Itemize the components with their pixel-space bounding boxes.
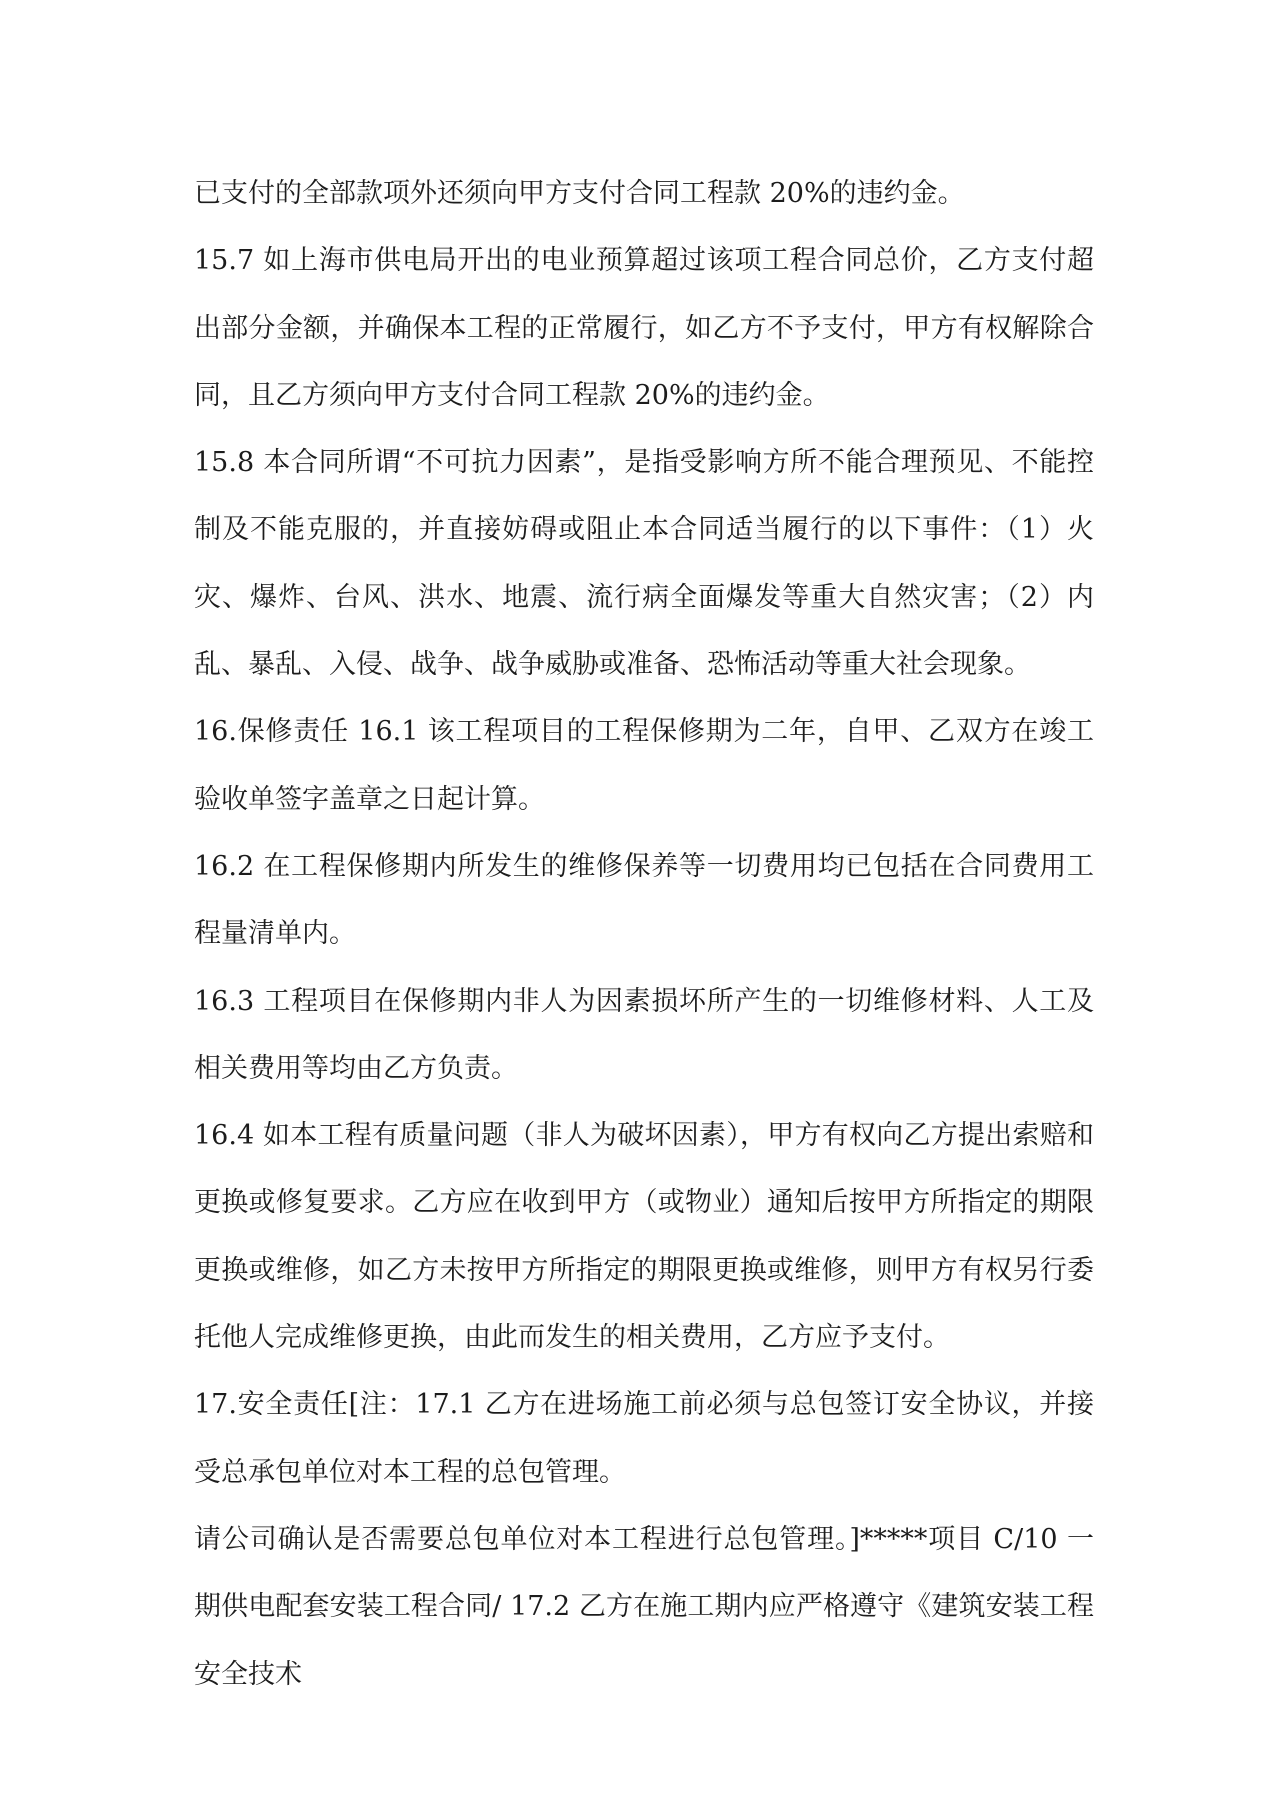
paragraph-penalty-continuation: 已支付的全部款项外还须向甲方支付合同工程款 20%的违约金。 (194, 178, 965, 209)
paragraph-clause-17-1: 17.安全责任[注：17.1 乙方在进场施工前必须与总包签订安全协议，并接受总承包单位对本工程的总包管理。 (194, 1389, 1094, 1488)
document-body (194, 160, 1094, 1708)
paragraph-clause-15-7: 15.7 如上海市供电局开出的电业预算超过该项工程合同总价，乙方支付超出部分金额，并确保本工程的正常履行，如乙方不予支付，甲方有权解除合同，且乙方须向甲方支付合同工程款 20%的违约金。 (194, 245, 1094, 411)
paragraph-clause-16-4: 16.4 如本工程有质量问题（非人为破坏因素），甲方有权向乙方提出索赔和更换或修复要求。乙方应在收到甲方（或物业）通知后按甲方所指定的期限更换或维修，如乙方未按甲方所指定的期限更换或维修，则甲方有权另行委托他人完成维修更换，由此而发生的相关费用，乙方应予支付。 (194, 1120, 1094, 1354)
paragraph-clause-15-8: 15.8 本合同所谓“不可抗力因素”，是指受影响方所不能合理预见、不能控制及不能克服的，并直接妨碍或阻止本合同适当履行的以下事件：（1）火灾、爆炸、台风、洪水、地震、流行病全面爆发等重大自然灾害；（2）内乱、暴乱、入侵、战争、战争威胁或准备、恐怖活动等重大社会现象。 (194, 447, 1094, 681)
paragraph-clause-16-2: 16.2 在工程保修期内所发生的维修保养等一切费用均已包括在合同费用工程量清单内。 (194, 850, 1094, 950)
paragraph-clause-17-2: 请公司确认是否需要总包单位对本工程进行总包管理。]*****项目 C/10 一期供电配套安装工程合同/ 17.2 乙方在施工期内应严格遵守《建筑安装工程安全技术 (194, 1523, 1094, 1690)
paragraph-clause-16-3: 16.3 工程项目在保修期内非人为因素损坏所产生的一切维修材料、人工及相关费用等均由乙方负责。 (194, 985, 1094, 1084)
paragraph-clause-16-1: 16.保修责任 16.1 该工程项目的工程保修期为二年，自甲、乙双方在竣工验收单签字盖章之日起计算。 (194, 716, 1094, 815)
